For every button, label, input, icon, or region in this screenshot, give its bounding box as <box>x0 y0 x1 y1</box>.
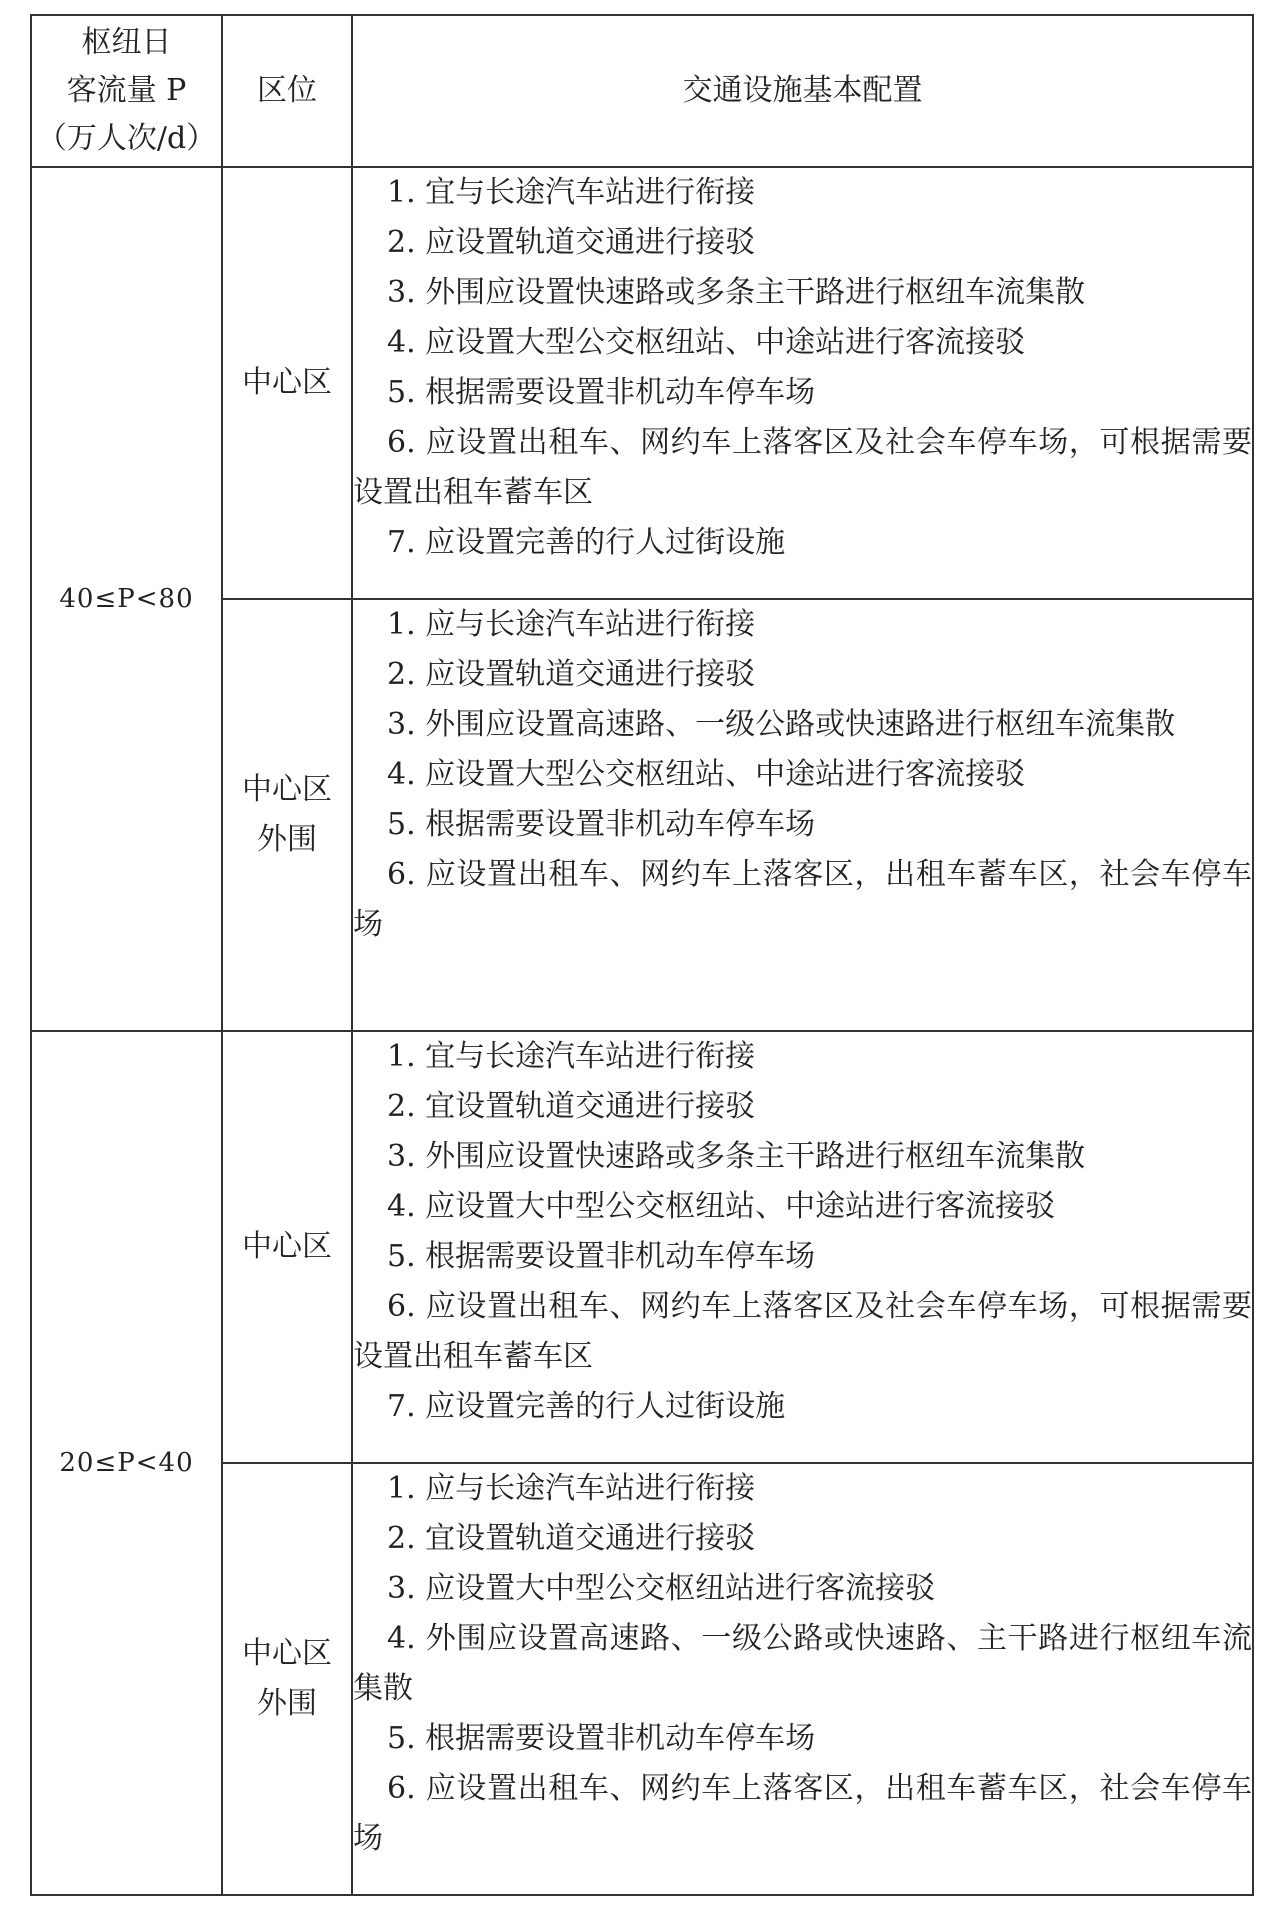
header-passenger-flow <box>31 15 222 167</box>
header-passenger-flow-line3: （万人次/d） <box>36 121 217 156</box>
facility-item: 1. 宜与长途汽车站进行衔接 <box>387 175 756 210</box>
zone-label: 中心区 <box>242 1636 332 1671</box>
facility-item: 7. 应设置完善的行人过街设施 <box>387 525 786 560</box>
facility-items-cell <box>352 1031 1253 1463</box>
facility-item: 2. 宜设置轨道交通进行接驳 <box>387 1521 756 1556</box>
facility-item: 4. 应设置大型公交枢纽站、中途站进行客流接驳 <box>387 757 1026 792</box>
facility-item: 4. 应设置大型公交枢纽站、中途站进行客流接驳 <box>387 325 1026 360</box>
zone-label: 外围 <box>257 1686 317 1721</box>
facility-config-table <box>30 14 1254 1896</box>
facility-item: 3. 外围应设置快速路或多条主干路进行枢纽车流集散 <box>387 275 1086 310</box>
facility-item: 6. 应设置出租车、网约车上落客区，出租车蓄车区，社会车停车场 <box>353 1771 1252 1856</box>
facility-item: 7. 应设置完善的行人过街设施 <box>387 1389 786 1424</box>
zone-cell <box>222 167 352 599</box>
table-row <box>31 167 1253 599</box>
document-page <box>30 14 1252 1900</box>
header-passenger-flow-line1: 枢纽日 <box>81 25 172 60</box>
header-passenger-flow-line2: 客流量 P <box>66 73 187 108</box>
facility-items-cell <box>352 1463 1253 1895</box>
zone-label: 中心区 <box>242 772 332 807</box>
facility-item: 6. 应设置出租车、网约车上落客区及社会车停车场，可根据需要设置出租车蓄车区 <box>353 1289 1252 1374</box>
zone-label: 中心区 <box>242 1229 332 1264</box>
facility-item: 4. 外围应设置高速路、一级公路或快速路、主干路进行枢纽车流集散 <box>353 1621 1252 1706</box>
zone-cell <box>222 1031 352 1463</box>
facility-item: 5. 根据需要设置非机动车停车场 <box>387 1239 816 1274</box>
facility-item: 4. 应设置大中型公交枢纽站、中途站进行客流接驳 <box>387 1189 1056 1224</box>
zone-label: 外围 <box>257 822 317 857</box>
facility-item: 2. 应设置轨道交通进行接驳 <box>387 657 756 692</box>
facility-item: 6. 应设置出租车、网约车上落客区及社会车停车场，可根据需要设置出租车蓄车区 <box>353 425 1252 510</box>
facility-item: 1. 宜与长途汽车站进行衔接 <box>387 1039 756 1074</box>
facility-item: 3. 应设置大中型公交枢纽站进行客流接驳 <box>387 1571 936 1606</box>
facility-item: 1. 应与长途汽车站进行衔接 <box>387 607 756 642</box>
facility-item: 3. 外围应设置快速路或多条主干路进行枢纽车流集散 <box>387 1139 1086 1174</box>
zone-cell <box>222 599 352 1031</box>
flow-range-cell: 20≤P<40 <box>31 1031 222 1895</box>
facility-item: 1. 应与长途汽车站进行衔接 <box>387 1471 756 1506</box>
facility-item: 2. 应设置轨道交通进行接驳 <box>387 225 756 260</box>
zone-cell <box>222 1463 352 1895</box>
facility-item: 5. 根据需要设置非机动车停车场 <box>387 375 816 410</box>
facility-item: 5. 根据需要设置非机动车停车场 <box>387 1721 816 1756</box>
facility-item: 3. 外围应设置高速路、一级公路或快速路进行枢纽车流集散 <box>387 707 1176 742</box>
facility-items-cell <box>352 167 1253 599</box>
header-facility-config: 交通设施基本配置 <box>352 15 1253 167</box>
flow-range-cell: 40≤P<80 <box>31 167 222 1031</box>
facility-items-cell <box>352 599 1253 1031</box>
header-location: 区位 <box>222 15 352 167</box>
zone-label: 中心区 <box>242 365 332 400</box>
facility-item: 6. 应设置出租车、网约车上落客区，出租车蓄车区，社会车停车场 <box>353 857 1252 942</box>
table-row <box>31 1031 1253 1463</box>
facility-item: 5. 根据需要设置非机动车停车场 <box>387 807 816 842</box>
facility-item: 2. 宜设置轨道交通进行接驳 <box>387 1089 756 1124</box>
header-row <box>31 15 1253 167</box>
